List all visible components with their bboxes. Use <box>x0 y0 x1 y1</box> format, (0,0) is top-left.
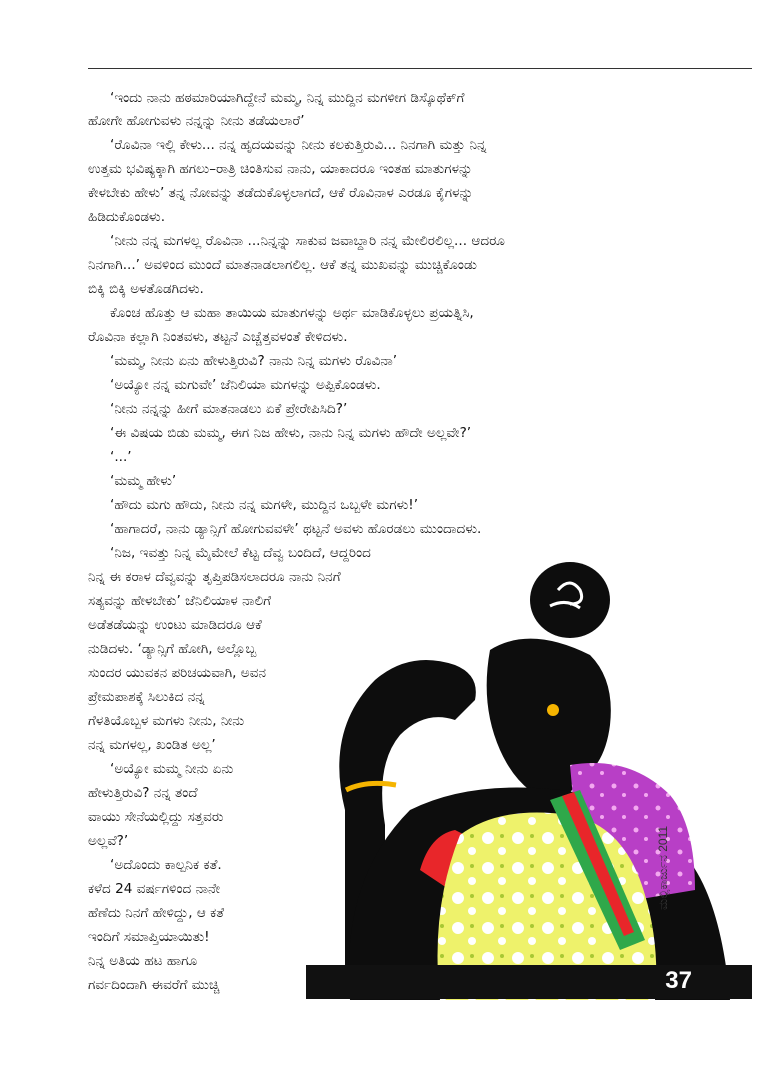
page-number: 37 <box>665 967 692 994</box>
earring <box>547 704 559 716</box>
paragraph-line: ರೊವಿನಾ ಕಲ್ಲಾಗಿ ನಿಂತವಳು, ತಟ್ಟನೆ ಎಚ್ಚೆತ್ತವಳಂತೆ ಕೇಳಿದಳು. <box>88 329 348 345</box>
narrow-line: ನನ್ನ ಮಗಳಲ್ಲ, ಖಂಡಿತ ಅಲ್ಲ’ <box>88 737 216 753</box>
paragraph-line: ‘ರೊವಿನಾ ಇಲ್ಲಿ ಕೇಳು... ನನ್ನ ಹೃದಯವನ್ನು ನೀನು ಕಲಕುತ್ತಿರುವಿ... ನಿನಗಾಗಿ ಮತ್ತು ನಿನ್ನ <box>110 137 487 153</box>
paragraph-line: ‘ಹಾಗಾದರೆ, ನಾನು ಡ್ಯಾನ್ಸಿಗೆ ಹೋಗುವವಳೇ’ ಥಟ್ಟನೆ ಅವಳು ಹೊರಡಲು ಮುಂದಾದಳು. <box>110 521 482 537</box>
paragraph-line: ಹೋಗೇ ಹೋಗುವಳು ನನ್ನನ್ನು ನೀನು ತಡೆಯಲಾರೆ’ <box>88 113 305 129</box>
narrow-line: ‘ಅಯ್ಯೋ ಮಮ್ಮ ನೀನು ಏನು <box>110 761 234 777</box>
paragraph-line: ‘ಹೌದು ಮಗು ಹೌದು, ನೀನು ನನ್ನ ಮಗಳೇ, ಮುದ್ದಿನ ಒಬ್ಬಳೇ ಮಗಳು!’ <box>110 497 419 513</box>
paragraph-line: ಕೊಂಚ ಹೊತ್ತು ಆ ಮಹಾ ತಾಯಿಯ ಮಾತುಗಳನ್ನು ಅರ್ಥ ಮಾಡಿಕೊಳ್ಳಲು ಪ್ರಯತ್ನಿಸಿ, <box>110 305 474 321</box>
paragraph-line: ಬಿಕ್ಕಿ ಬಿಕ್ಕಿ ಅಳತೊಡಗಿದಳು. <box>88 281 204 297</box>
narrow-line: ಕಳೆದ 24 ವರ್ಷಗಳಿಂದ ನಾನೇ <box>88 881 221 897</box>
paragraph-line: ಹಿಡಿದುಕೊಂಡಳು. <box>88 209 166 225</box>
paragraph-line: ‘ಮಮ್ಮ, ನೀನು ಏನು ಹೇಳುತ್ತಿರುವಿ? ನಾನು ನಿನ್ನ ಮಗಳು ರೊವಿನಾ’ <box>110 353 398 369</box>
narrow-line: ಗರ್ವದಿಂದಾಗಿ ಈವರೆಗೆ ಮುಚ್ಚಿ <box>88 977 220 993</box>
paragraph-line: ಉತ್ತಮ ಭವಿಷ್ಯಕ್ಕಾಗಿ ಹಗಲು–ರಾತ್ರಿ ಚಿಂತಿಸುವ ನಾನು, ಯಾಕಾದರೂ ಇಂತಹ ಮಾತುಗಳನ್ನು <box>88 161 473 177</box>
woman-silhouette-illustration <box>300 560 755 1000</box>
narrow-line: ಅಲ್ಲವೆ?’ <box>88 833 129 849</box>
page-footer-bar <box>306 965 752 999</box>
narrow-line: ಸುಂದರ ಯುವಕನ ಪರಿಚಯವಾಗಿ, ಅವನ <box>88 665 267 681</box>
paragraph-line: ‘ಈ ವಿಷಯ ಬಿಡು ಮಮ್ಮ, ಈಗ ನಿಜ ಹೇಳು, ನಾನು ನಿನ್ನ ಮಗಳು ಹೌದೇ ಅಲ್ಲವೇ?’ <box>110 425 472 441</box>
narrow-line: ವಾಯು ಸೇನೆಯಲ್ಲಿದ್ದು ಸತ್ತವರು <box>88 809 224 825</box>
narrow-line: ಇಂದಿಗೆ ಸಮಾಪ್ತಿಯಾಯಿತು! <box>88 929 210 945</box>
narrow-line: ಹೇಳುತ್ತಿರುವಿ? ನನ್ನ ತಂದೆ <box>88 785 198 801</box>
narrow-line: ನಿನ್ನ ಅತಿಯ ಹಟ ಹಾಗೂ <box>88 953 198 969</box>
paragraph-line: ‘ಅಯ್ಯೋ ನನ್ನ ಮಗುವೇ’ ಜೆನಿಲಿಯಾ ಮಗಳನ್ನು ಅಪ್ಪಿಕೊಂಡಳು. <box>110 377 381 393</box>
narrow-line: ಪ್ರೇಮಪಾಶಕ್ಕೆ ಸಿಲುಕಿದ ನನ್ನ <box>88 689 205 705</box>
paragraph-line: ‘ನೀನು ನನ್ನನ್ನು ಹೀಗೆ ಮಾತನಾಡಲು ಏಕೆ ಪ್ರೇರೇಪಿಸಿದಿ?’ <box>110 401 348 417</box>
narrow-line: ಗೆಳತಿಯೊಬ್ಬಳ ಮಗಳು ನೀನು, ನೀನು <box>88 713 245 729</box>
paragraph-line: ‘...’ <box>110 449 132 465</box>
paragraph-line: ‘ಮಮ್ಮ ಹೇಳು’ <box>110 473 177 489</box>
hair-bun <box>530 562 610 638</box>
paragraph-line: ‘ನಿಜ, ಇವತ್ತು ನಿನ್ನ ಮೈಮೇಲೆ ಕೆಟ್ಟ ದೆವ್ವ ಬಂದಿದೆ, ಆದ್ದರಿಂದ <box>110 545 371 561</box>
narrow-line: ‘ಅದೊಂದು ಕಾಲ್ಪನಿಕ ಕತೆ. <box>110 857 222 873</box>
paragraph-line: ‘ಇಂದು ನಾನು ಹಠಮಾರಿಯಾಗಿದ್ದೇನೆ ಮಮ್ಮ, ನಿನ್ನ ಮುದ್ದಿನ ಮಗಳೀಗ ಡಿಸ್ಕೊಥೆಕ್‌ಗೆ <box>110 90 465 106</box>
narrow-line: ನಿನ್ನ ಈ ಕರಾಳ ದೆವ್ವವನ್ನು ತೃಪ್ತಿಪಡಿಸಲಾದರೂ ನಾನು ನಿನಗೆ <box>88 569 341 585</box>
narrow-line: ಅಡೆತಡೆಯನ್ನು ಉಂಟು ಮಾಡಿದರೂ ಆಕೆ <box>88 617 262 633</box>
paragraph-line: ನಿನಗಾಗಿ...’ ಅವಳಿಂದ ಮುಂದೆ ಮಾತನಾಡಲಾಗಲಿಲ್ಲ. ಆಕೆ ತನ್ನ ಮುಖವನ್ನು ಮುಚ್ಚಿಕೊಂಡು <box>88 257 477 273</box>
artist-signature: ಮಲ್ಲಿಕಾರ್ಜುನ 2011 <box>656 825 670 910</box>
paragraph-line: ಕೇಳಬೇಕು ಹೇಳು’ ತನ್ನ ನೋವನ್ನು ತಡೆದುಕೊಳ್ಳಲಾಗದೆ, ಆಕೆ ರೊವಿನಾಳ ಎರಡೂ ಕೈಗಳನ್ನು <box>88 185 474 201</box>
paragraph-line: ‘ನೀನು ನನ್ನ ಮಗಳಲ್ಲ ರೊವಿನಾ ...ನಿನ್ನನ್ನು ಸಾಕುವ ಜವಾಬ್ದಾರಿ ನನ್ನ ಮೇಲಿರಲಿಲ್ಲ... ಆದರೂ <box>110 233 505 249</box>
narrow-line: ಹೆಣೆದು ನಿನಗೆ ಹೇಳಿದ್ದು, ಆ ಕತೆ <box>88 905 225 921</box>
narrow-line: ನುಡಿದಳು. ‘ಡ್ಯಾನ್ಸಿಗೆ ಹೋಗಿ, ಅಲ್ಲೊಬ್ಬ <box>88 641 257 657</box>
narrow-line: ಸತ್ಯವನ್ನು ಹೇಳಬೇಕು’ ಜೆನಿಲಿಯಾಳ ನಾಲಿಗೆ <box>88 593 272 609</box>
top-rule <box>88 68 752 69</box>
